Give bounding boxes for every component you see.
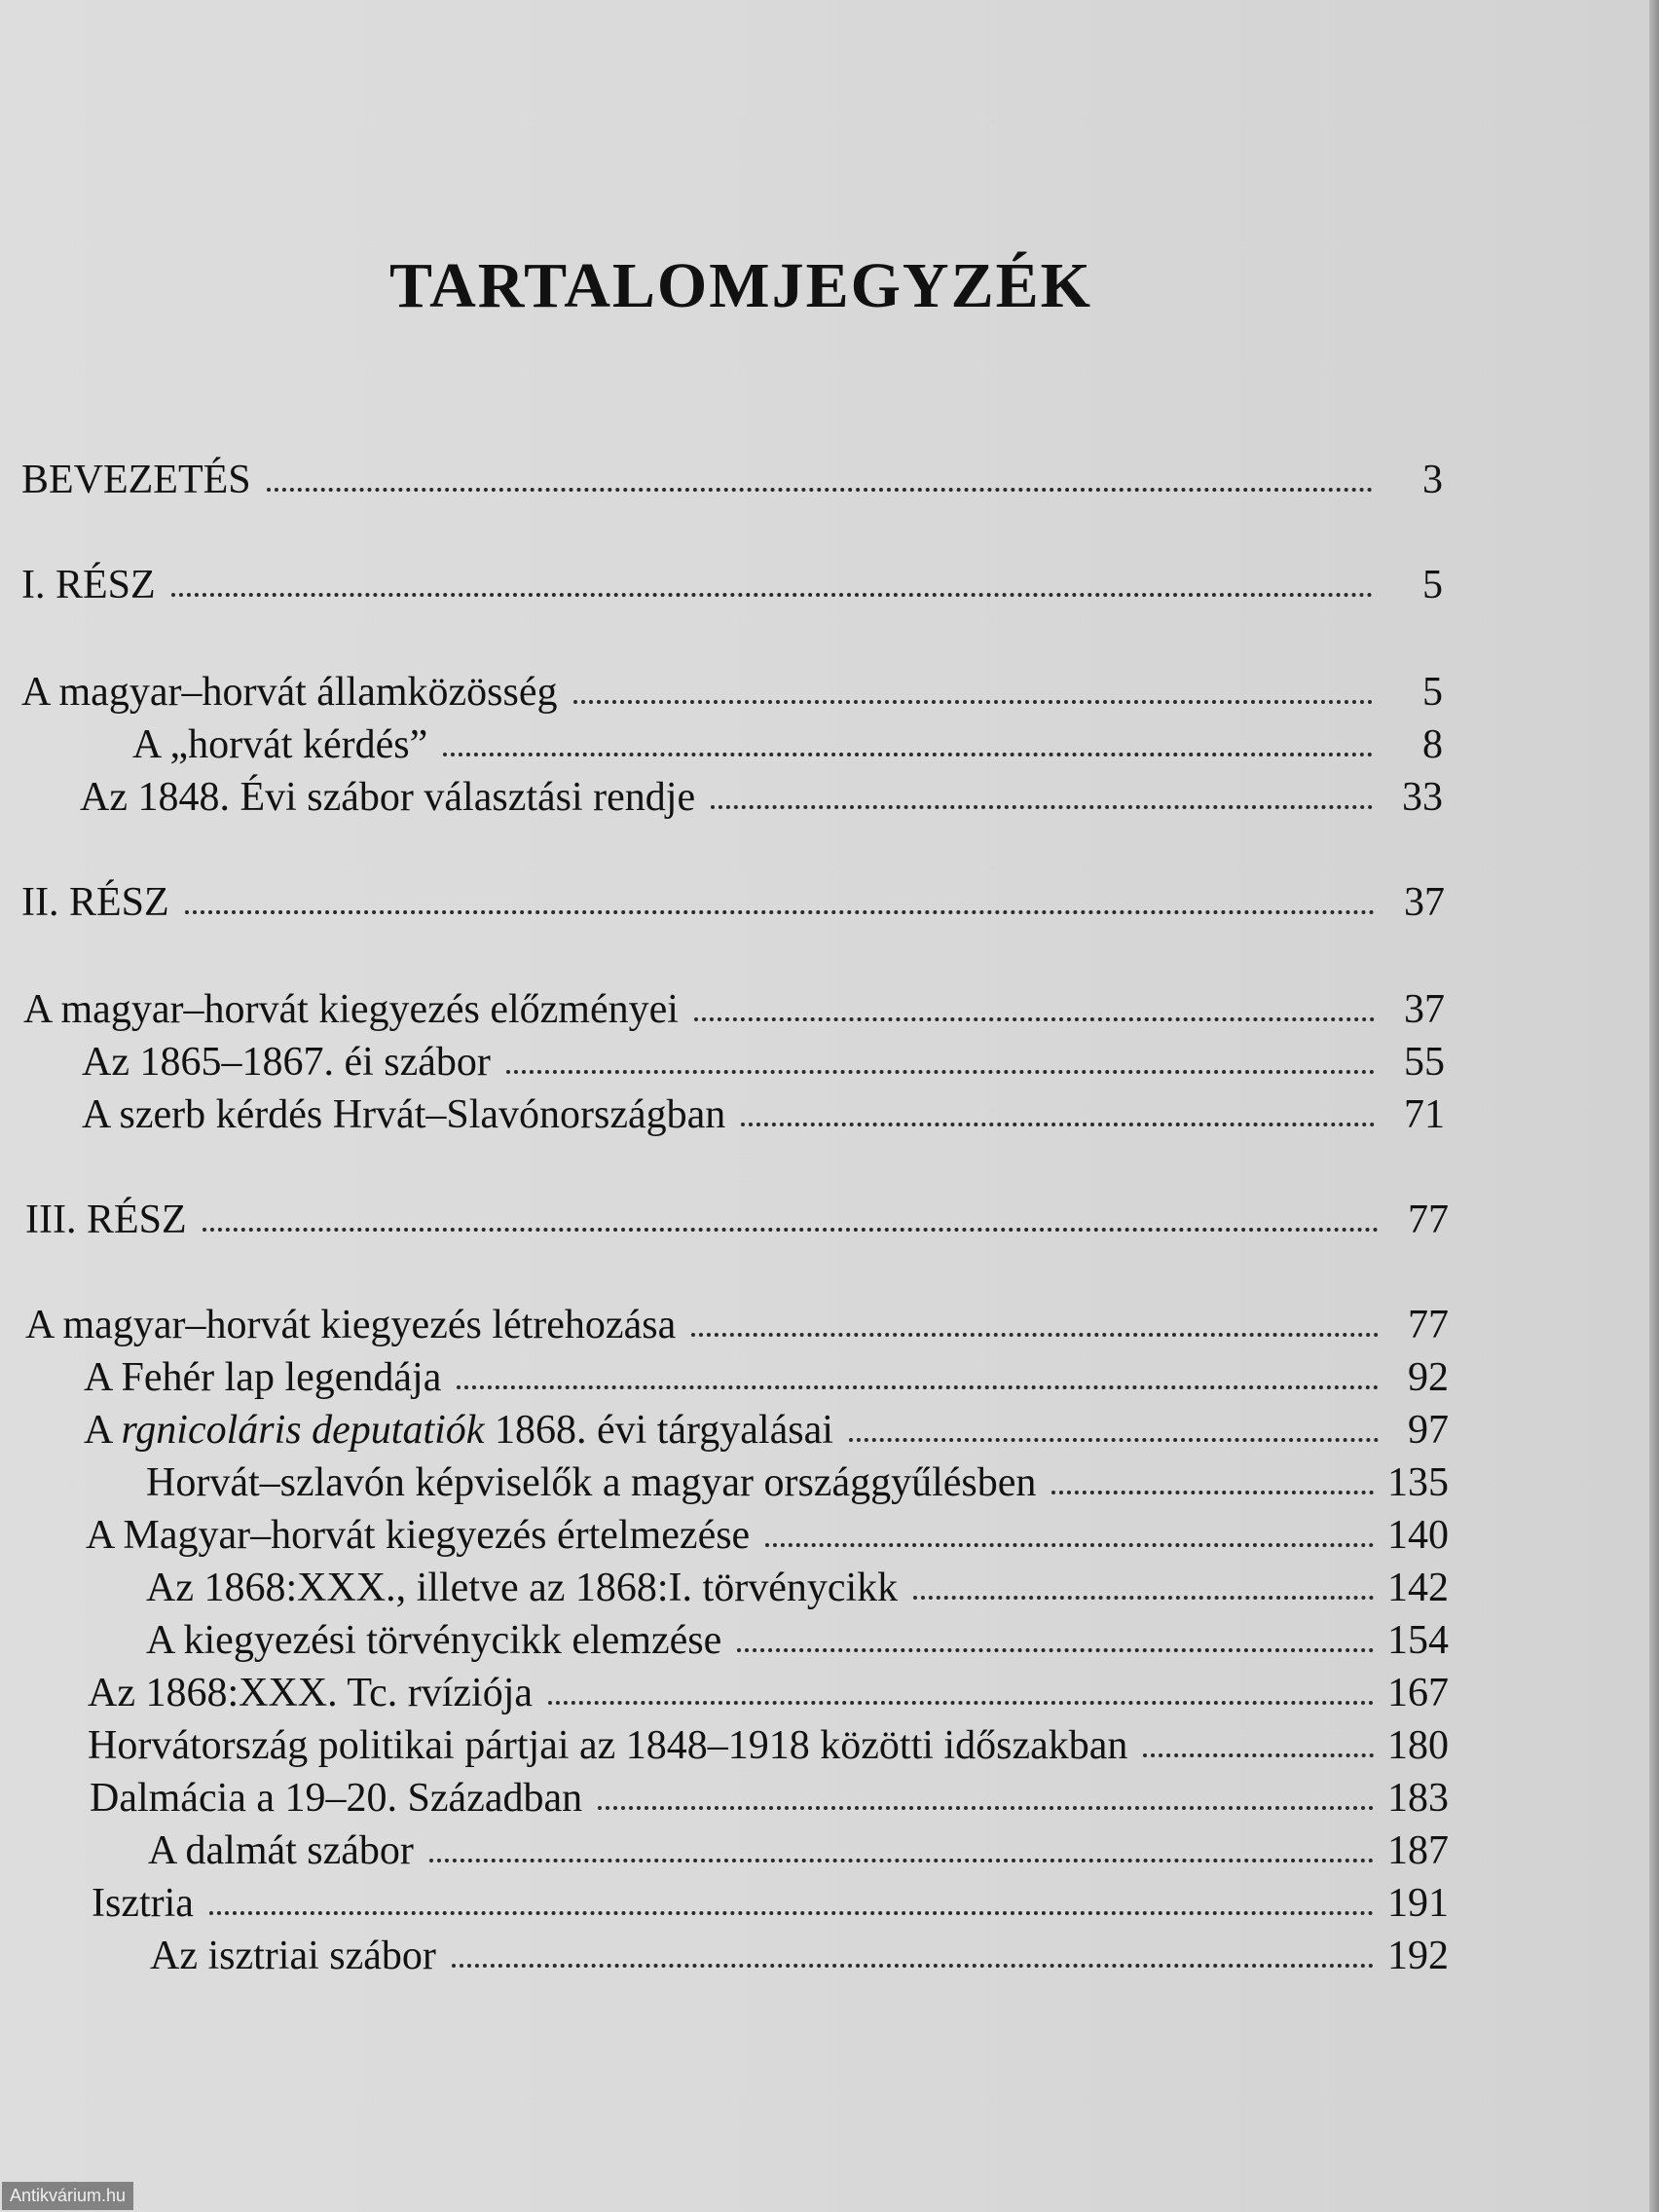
- toc-entry-label: Horvátország politikai pártjai az 1848–1918 közötti időszakban: [88, 1722, 1128, 1768]
- dot-leader: [548, 1701, 1374, 1705]
- toc-entry: [146, 1453, 1449, 1507]
- dot-leader: [209, 1911, 1374, 1915]
- dot-leader: [694, 1017, 1375, 1021]
- dot-leader: [573, 700, 1373, 704]
- toc-entry-label: A „horvát kérdés”: [132, 721, 428, 767]
- toc-entry-label: BEVEZETÉS: [21, 457, 251, 502]
- toc-entry: [84, 1400, 1449, 1455]
- toc-entry: [92, 1873, 1449, 1928]
- toc-entry-page: 135: [1387, 1459, 1449, 1505]
- toc-entry: [88, 1715, 1449, 1770]
- toc-entry-label: A kiegyezési törvénycikk elemzése: [146, 1617, 722, 1663]
- dot-leader: [1051, 1491, 1374, 1494]
- dot-leader: [267, 488, 1373, 492]
- toc-entry: [150, 1926, 1449, 1980]
- toc-entry-label: Isztria: [92, 1880, 194, 1926]
- toc-entry-page: 37: [1404, 879, 1445, 925]
- toc-entry-page: 3: [1422, 457, 1443, 502]
- toc-entry-page: 142: [1387, 1565, 1449, 1610]
- toc-entry-part-1: [21, 555, 1443, 609]
- toc-entry: [86, 1505, 1449, 1560]
- toc-entry: [148, 1821, 1449, 1875]
- dot-leader: [203, 1228, 1379, 1232]
- dot-leader: [765, 1543, 1374, 1547]
- dot-leader: [737, 1648, 1374, 1652]
- toc-entry: [146, 1610, 1449, 1665]
- toc-entry: [21, 662, 1443, 717]
- toc-entry: [82, 1032, 1445, 1087]
- toc-entry-page: 167: [1387, 1670, 1449, 1715]
- toc-entry-page: 5: [1422, 562, 1443, 608]
- page-title: TARTALOMJEGYZÉK: [389, 250, 1092, 322]
- toc-entry-label-prefix: A: [84, 1407, 122, 1453]
- dot-leader: [849, 1438, 1379, 1442]
- toc-entry-part-3: [25, 1190, 1449, 1244]
- dot-leader: [429, 1859, 1374, 1862]
- toc-entry-label: Dalmácia a 19–20. Században: [90, 1775, 583, 1821]
- toc-entry-page: 77: [1408, 1302, 1449, 1347]
- toc-entry-label: II. RÉSZ: [21, 879, 169, 925]
- toc-entry-label: Az isztriai szábor: [150, 1933, 436, 1978]
- dot-leader: [457, 1385, 1379, 1389]
- toc-entry: [84, 1347, 1449, 1402]
- toc-entry-page: 8: [1422, 721, 1443, 767]
- toc-entry-page: 71: [1404, 1091, 1445, 1137]
- toc-entry-page: 5: [1422, 669, 1443, 715]
- toc-entry-label: A magyar–horvát kiegyezés létrehozása: [25, 1302, 677, 1347]
- toc-entry: [23, 979, 1445, 1034]
- toc-entry-label-italic: rgnicoláris deputatiók: [121, 1407, 485, 1453]
- toc-entry: [146, 1558, 1449, 1612]
- dot-leader: [1143, 1753, 1374, 1757]
- toc-entry-page: 37: [1404, 986, 1445, 1032]
- toc-entry-label: III. RÉSZ: [25, 1197, 187, 1242]
- toc-entry: [132, 715, 1443, 769]
- toc-entry-label: I. RÉSZ: [21, 562, 156, 608]
- toc-entry-bevezetes: [21, 450, 1443, 504]
- toc-entry: [80, 767, 1443, 822]
- toc-entry-page: 154: [1387, 1617, 1449, 1663]
- toc-entry-label: A Fehér lap legendája: [84, 1354, 442, 1400]
- dot-leader: [598, 1806, 1374, 1810]
- toc-entry: [90, 1768, 1449, 1823]
- dot-leader: [452, 1964, 1374, 1968]
- toc-entry-page: 183: [1387, 1775, 1449, 1821]
- dot-leader: [443, 753, 1373, 756]
- toc-entry-label: A dalmát szábor: [148, 1827, 414, 1873]
- dot-leader: [741, 1123, 1375, 1126]
- dot-leader: [185, 910, 1375, 914]
- dot-leader: [506, 1070, 1375, 1074]
- toc-entry-page: 77: [1408, 1197, 1449, 1242]
- dot-leader: [691, 1333, 1379, 1337]
- toc-entry: [88, 1663, 1449, 1717]
- toc-entry-label: Az 1848. Évi szábor választási rendje: [80, 774, 696, 820]
- toc-entry-page: 92: [1408, 1354, 1449, 1400]
- toc-entry-label: A magyar–horvát kiegyezés előzményei: [23, 986, 679, 1032]
- dot-leader: [711, 805, 1373, 809]
- watermark: Antikvárium.hu: [2, 2182, 133, 2210]
- toc-entry-page: 180: [1387, 1722, 1449, 1768]
- dot-leader: [913, 1596, 1374, 1600]
- toc-entry: [82, 1085, 1445, 1139]
- toc-entry-page: 191: [1387, 1880, 1449, 1926]
- toc-entry-label: A szerb kérdés Hrvát–Slavónországban: [82, 1091, 726, 1137]
- toc-entry-part-2: [21, 872, 1445, 927]
- toc-entry-label: Horvát–szlavón képviselők a magyar országgyűlésben: [146, 1459, 1037, 1505]
- toc-entry-page: 55: [1404, 1039, 1445, 1085]
- toc-entry-page: 140: [1387, 1512, 1449, 1558]
- toc-entry-label: Az 1865–1867. éi szábor: [82, 1039, 491, 1085]
- dot-leader: [171, 593, 1373, 597]
- toc-entry-label: Az 1868:XXX., illetve az 1868:I. törvénycikk: [146, 1565, 899, 1610]
- toc-entry-label: [84, 1406, 833, 1455]
- toc-entry-page: 97: [1408, 1407, 1449, 1453]
- toc-entry-label-suffix: 1868. évi tárgyalásai: [484, 1407, 833, 1453]
- toc-entry-page: 187: [1387, 1827, 1449, 1873]
- toc-entry-page: 192: [1387, 1933, 1449, 1978]
- toc-entry: [25, 1295, 1449, 1349]
- toc-entry-label: A magyar–horvát államközösség: [21, 669, 558, 715]
- toc-entry-page: 33: [1402, 774, 1443, 820]
- toc-entry-label: A Magyar–horvát kiegyezés értelmezése: [86, 1512, 751, 1558]
- toc-entry-label: Az 1868:XXX. Tc. rvíziója: [88, 1670, 534, 1715]
